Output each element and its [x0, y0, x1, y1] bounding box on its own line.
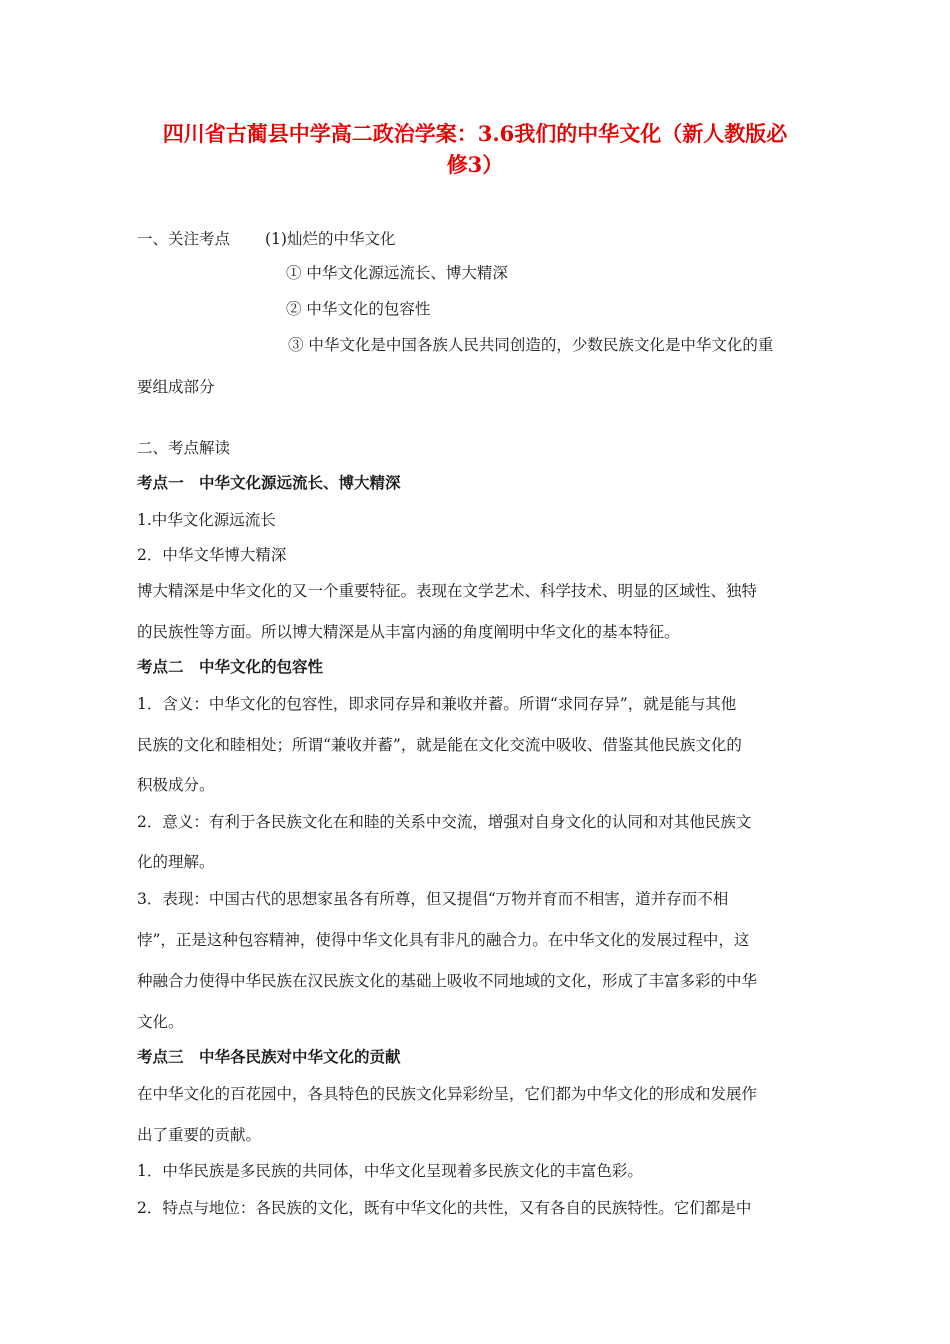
section1-item-1: ① 中华文化源远流长、博大精深 — [286, 264, 508, 282]
title-line-2: 修3） — [446, 152, 504, 177]
point2-para-3-line-3: 种融合力使得中华民族在汉民族文化的基础上吸收不同地域的文化，形成了丰富多彩的中华 — [137, 972, 758, 990]
point1-para-1: 1.中华文化源远流长 — [137, 511, 276, 529]
point3-para-2: 2．特点与地位：各民族的文化，既有中华文化的共性，又有各自的民族特性。它们都是中 — [137, 1199, 752, 1217]
point3-intro-line-1: 在中华文化的百花园中，各具特色的民族文化异彩纷呈，它们都为中华文化的形成和发展作 — [137, 1085, 758, 1103]
point2-para-1-line-2: 民族的文化和睦相处；所谓“兼收并蓄”，就是能在文化交流中吸收、借鉴其他民族文化的 — [137, 736, 742, 754]
point3-para-1: 1．中华民族是多民族的共同体，中华文化呈现着多民族文化的丰富色彩。 — [137, 1162, 643, 1180]
point2-para-3-line-1: 3．表现：中国古代的思想家虽各有所尊，但又提倡“万物并育而不相害，道并存而不相 — [137, 890, 729, 908]
section1-heading: 一、关注考点 — [137, 230, 231, 248]
section1-item-3-cont: 要组成部分 — [137, 378, 215, 396]
title-line-1: 四川省古蔺县中学高二政治学案：3.6我们的中华文化（新人教版必 — [162, 121, 788, 146]
point1-para-3-line-2: 的民族性等方面。所以博大精深是从丰富内涵的角度阐明中华文化的基本特征。 — [137, 623, 680, 641]
point1-para-3-line-1: 博大精深是中华文化的又一个重要特征。表现在文学艺术、科学技术、明显的区域性、独特 — [137, 582, 758, 600]
point2-para-2-line-1: 2．意义：有利于各民族文化在和睦的关系中交流，增强对自身文化的认同和对其他民族文 — [137, 813, 752, 831]
point2-title: 考点二 中华文化的包容性 — [137, 657, 324, 676]
section1-item-2: ② 中华文化的包容性 — [286, 300, 431, 318]
document-title — [120, 118, 830, 180]
point3-intro-line-2: 出了重要的贡献。 — [137, 1126, 262, 1144]
point2-para-2-line-2: 化的理解。 — [137, 853, 215, 871]
point3-title: 考点三 中华各民族对中华文化的贡献 — [137, 1047, 401, 1066]
point1-para-2: 2．中华文华博大精深 — [137, 546, 287, 564]
point2-para-3-line-4: 文化。 — [137, 1013, 184, 1031]
point2-para-3-line-2: 悖”，正是这种包容精神，使得中华文化具有非凡的融合力。在中华文化的发展过程中，这 — [137, 931, 750, 949]
section2-heading: 二、考点解读 — [137, 439, 231, 457]
point2-para-1-line-1: 1．含义：中华文化的包容性，即求同存异和兼收并蓄。所谓“求同存异”，就是能与其他 — [137, 695, 737, 713]
point1-title: 考点一 中华文化源远流长、博大精深 — [137, 473, 401, 492]
section1-topic: (1)灿烂的中华文化 — [265, 230, 396, 248]
section1-item-3: ③ 中华文化是中国各族人民共同创造的，少数民族文化是中华文化的重 — [288, 336, 774, 354]
point2-para-1-line-3: 积极成分。 — [137, 776, 215, 794]
